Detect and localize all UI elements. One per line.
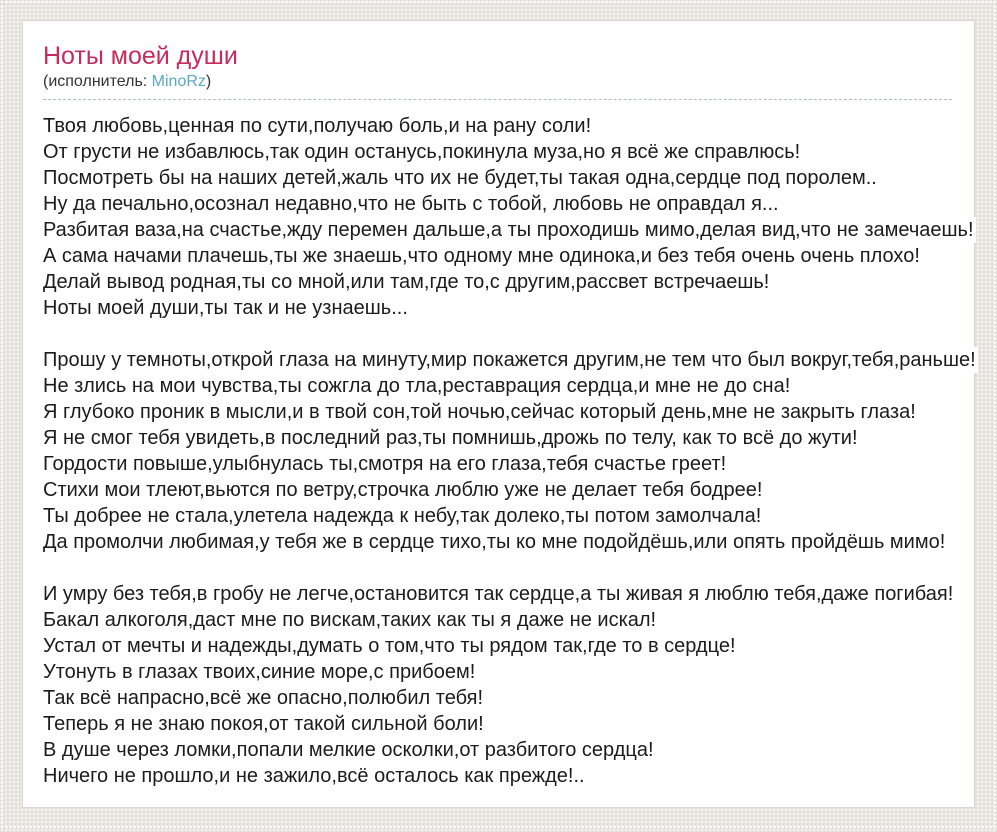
page-title: Ноты моей души [43, 42, 238, 70]
lyric-line: Посмотреть бы на наших детей,жаль что их не будет,ты такая одна,сердце под поролем.. [43, 167, 877, 189]
lyric-line: Я не смог тебя увидеть,в последний раз,ты помнишь,дрожь по телу, как то всё до жути! [43, 427, 858, 449]
lyric-line: Я глубоко проник в мысли,и в твой сон,той ночью,сейчас который день,мне не закрыть глаза! [43, 401, 916, 423]
lyric-line: Твоя любовь,ценная по сути,получаю боль,и на рану соли! [43, 115, 592, 137]
lyric-line: Ты добрее не стала,улетела надежда к небу,так долеко,ты потом замолчала! [43, 505, 762, 527]
artist-label-prefix: (исполнитель: [43, 73, 152, 90]
artist-line [43, 72, 952, 100]
stanza-gap [43, 321, 974, 347]
lyric-line: Ничего не прошло,и не зажило,всё осталось как прежде!.. [43, 765, 585, 787]
lyric-line: От грусти не избавлюсь,так один останусь,покинула муза,но я всё же справлюсь! [43, 141, 801, 163]
artist-label-suffix: ) [205, 73, 212, 90]
lyric-line: Делай вывод родная,ты со мной,или там,где то,с другим,рассвет встречаешь! [43, 271, 770, 293]
lyric-line: Разбитая ваза,на счастье,жду перемен дальше,а ты проходишь мимо,делая вид,что не замечаешь! [43, 219, 974, 241]
lyric-line: Стихи мои тлеют,вьются по ветру,строчка люблю уже не делает тебя бодрее! [43, 479, 763, 501]
lyric-line: В душе через ломки,попали мелкие осколки,от разбитого сердца! [43, 739, 654, 761]
lyric-line: Так всё напрасно,всё же опасно,полюбил тебя! [43, 687, 484, 709]
lyrics-card [22, 20, 975, 808]
lyric-line: Прошу у темноты,открой глаза на минуту,мир покажется другим,не тем что был вокруг,тебя,раньше! [43, 349, 976, 371]
lyric-line: Гордости повыше,улыбнулась ты,смотря на его глаза,тебя счастье греет! [43, 453, 727, 475]
lyric-line: Ну да печально,осознал недавно,что не быть с тобой, любовь не оправдал я... [43, 193, 779, 215]
lyric-line: Да промолчи любимая,у тебя же в сердце тихо,ты ко мне подойдёшь,или опять пройдёшь мимо! [43, 531, 946, 553]
artist-link[interactable]: MinoRz [151, 73, 206, 90]
lyric-line: Ноты моей души,ты так и не узнаешь... [43, 297, 408, 319]
lyric-line: Устал от мечты и надежды,думать о том,что ты рядом так,где то в сердце! [43, 635, 736, 657]
stanza-gap [43, 555, 974, 581]
lyrics [43, 113, 974, 789]
lyric-line: И умру без тебя,в гробу не легче,остановится так сердце,а ты живая я люблю тебя,даже погибая! [43, 583, 954, 605]
lyric-line: Бакал алкоголя,даст мне по вискам,таких как ты я даже не искал! [43, 609, 657, 631]
lyric-line: Теперь я не знаю покоя,от такой сильной боли! [43, 713, 484, 735]
lyric-line: Не злись на мои чувства,ты сожгла до тла,реставрация сердца,и мне не до сна! [43, 375, 791, 397]
lyric-line: Утонуть в глазах твоих,синие море,с прибоем! [43, 661, 476, 683]
lyric-line: А сама начами плачешь,ты же знаешь,что одному мне одинока,и без тебя очень очень плохо! [43, 245, 920, 267]
